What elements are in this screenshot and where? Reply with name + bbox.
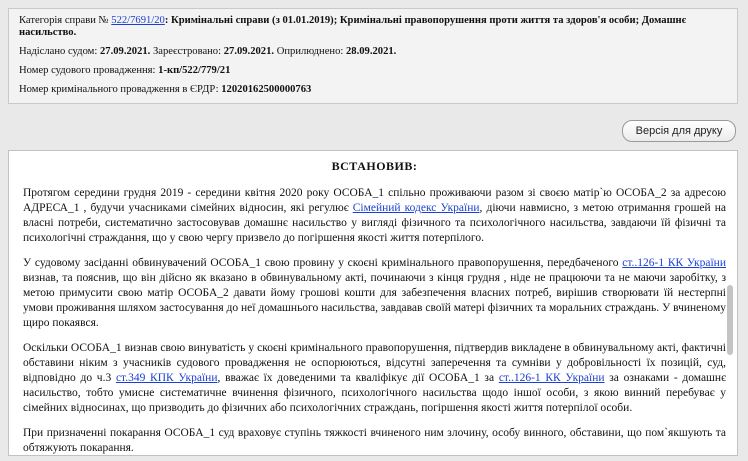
published-label: Оприлюднено: bbox=[276, 46, 344, 57]
court-proceeding-label: Номер судового провадження: bbox=[19, 65, 156, 76]
sent-label: Надіслано судом: bbox=[19, 46, 98, 57]
p3-end: за ознаками - домашнє насильство, тобто умисне систематичне вчинення фізичного, психологічного насильства щодо іншої особи, з якою винний перебуває у сімейних відносинах, що призводить до фізичних або психологічних страждань, погіршення якості життя потерпілої особи. bbox=[23, 372, 727, 414]
p1-end: , діючи навмисно, з метою отримання грошей на власні потреби, систематично застосовував домашнє насильство у вигляді фізичного та психологічного насильства, завдаючи їй фізичні та психологічні страждання, що у свою чергу призвело до погіршення якості життя потерпілого. bbox=[23, 202, 726, 244]
criminal-code-126-link-2[interactable]: ст..126-1 КК України bbox=[498, 372, 605, 384]
paragraph-2 bbox=[23, 256, 726, 331]
document-viewer[interactable] bbox=[8, 150, 738, 456]
p3-text: Оскільки ОСОБА_1 визнав свою винуватість у скоєні кримінального правопорушення, підтвердив викладене в обвинувальному акті, фактичні обставини ніким з учасників судового провадження не оспорюються, відсутні заперечення та сумніви у добровільності їх позицій, суд, відповідно до ч.3 bbox=[23, 342, 726, 384]
criminal-proceeding-line bbox=[19, 84, 737, 96]
category-text: : Кримінальні справи (з 01.01.2019); Кримінальні правопорушення проти життя та здоров'я особи; Домашнє bbox=[164, 15, 687, 26]
p1-text: Протягом середини грудня 2019 - середини квітня 2020 року ОСОБА_1 спільно проживаючи разом зі своєю матір`ю ОСОБА_2 за адресою АДРЕСА_1 , будучи учасниками сімейних відносин, які регулює bbox=[23, 187, 726, 214]
criminal-proceeding-label: Номер кримінального провадження в ЄРДР: bbox=[19, 84, 219, 95]
scrollbar-thumb[interactable] bbox=[727, 285, 733, 355]
p3-mid: , вважає їх доведеними та кваліфікує дії ОСОБА_1 за bbox=[217, 372, 499, 384]
category-label: Категорія справи № bbox=[19, 15, 109, 26]
sent-date: 27.09.2021. bbox=[99, 46, 151, 57]
registered-label: Зареєстровано: bbox=[152, 46, 222, 57]
document-section-title: ВСТАНОВИВ: bbox=[331, 159, 418, 173]
case-metadata-panel bbox=[8, 8, 738, 104]
paragraph-4: При призначенні покарання ОСОБА_1 суд враховує ступінь тяжкості вчиненого ним злочину, особу винного, обставини, що пом`якшують та обтяжують покарання. bbox=[23, 427, 726, 454]
cpc-349-link[interactable]: ст.349 КПК України bbox=[115, 372, 218, 384]
criminal-code-126-link[interactable]: ст..126-1 КК України bbox=[622, 257, 726, 269]
p2-text: У судовому засіданні обвинувачений ОСОБА_1 свою провину у скоєні кримінального правопорушення, передбаченого bbox=[23, 257, 623, 269]
court-proceeding-line bbox=[19, 65, 737, 77]
criminal-proceeding-number: 12020162500000763 bbox=[221, 84, 312, 95]
family-code-link[interactable]: Сімейний кодекс України bbox=[352, 202, 480, 214]
vertical-scrollbar[interactable] bbox=[726, 153, 735, 453]
published-date: 28.09.2021. bbox=[345, 46, 397, 57]
court-proceeding-number: 1-кп/522/779/21 bbox=[158, 65, 231, 76]
category-text-cont: насильство. bbox=[19, 27, 77, 38]
print-version-button[interactable]: Версія для друку bbox=[622, 120, 736, 142]
case-category-line-cont bbox=[19, 27, 737, 39]
paragraph-3 bbox=[23, 341, 726, 416]
registered-date: 27.09.2021. bbox=[223, 46, 275, 57]
paragraph-1 bbox=[23, 186, 726, 246]
case-category-line bbox=[19, 15, 737, 27]
dates-line bbox=[19, 46, 737, 58]
document-content bbox=[23, 151, 726, 456]
case-number-link[interactable]: 522/7691/20 bbox=[111, 15, 165, 26]
p2-end: визнав, та пояснив, що він дійсно як вказано в обвинувальному акті, починаючи з кінця грудня , ніде не працюючи та не маючи заробітку, з метою примусити свою матір ОСОБА_2 давати йому грошові кошти для забезпечення власних потреб, вирішив створювати їй нестерпні умови проживання шляхом застосування до неї домашнього насильства, завдавав своїй матері фізичних та моральних страждань. У вчиненому щиро покаявся. bbox=[23, 272, 726, 329]
